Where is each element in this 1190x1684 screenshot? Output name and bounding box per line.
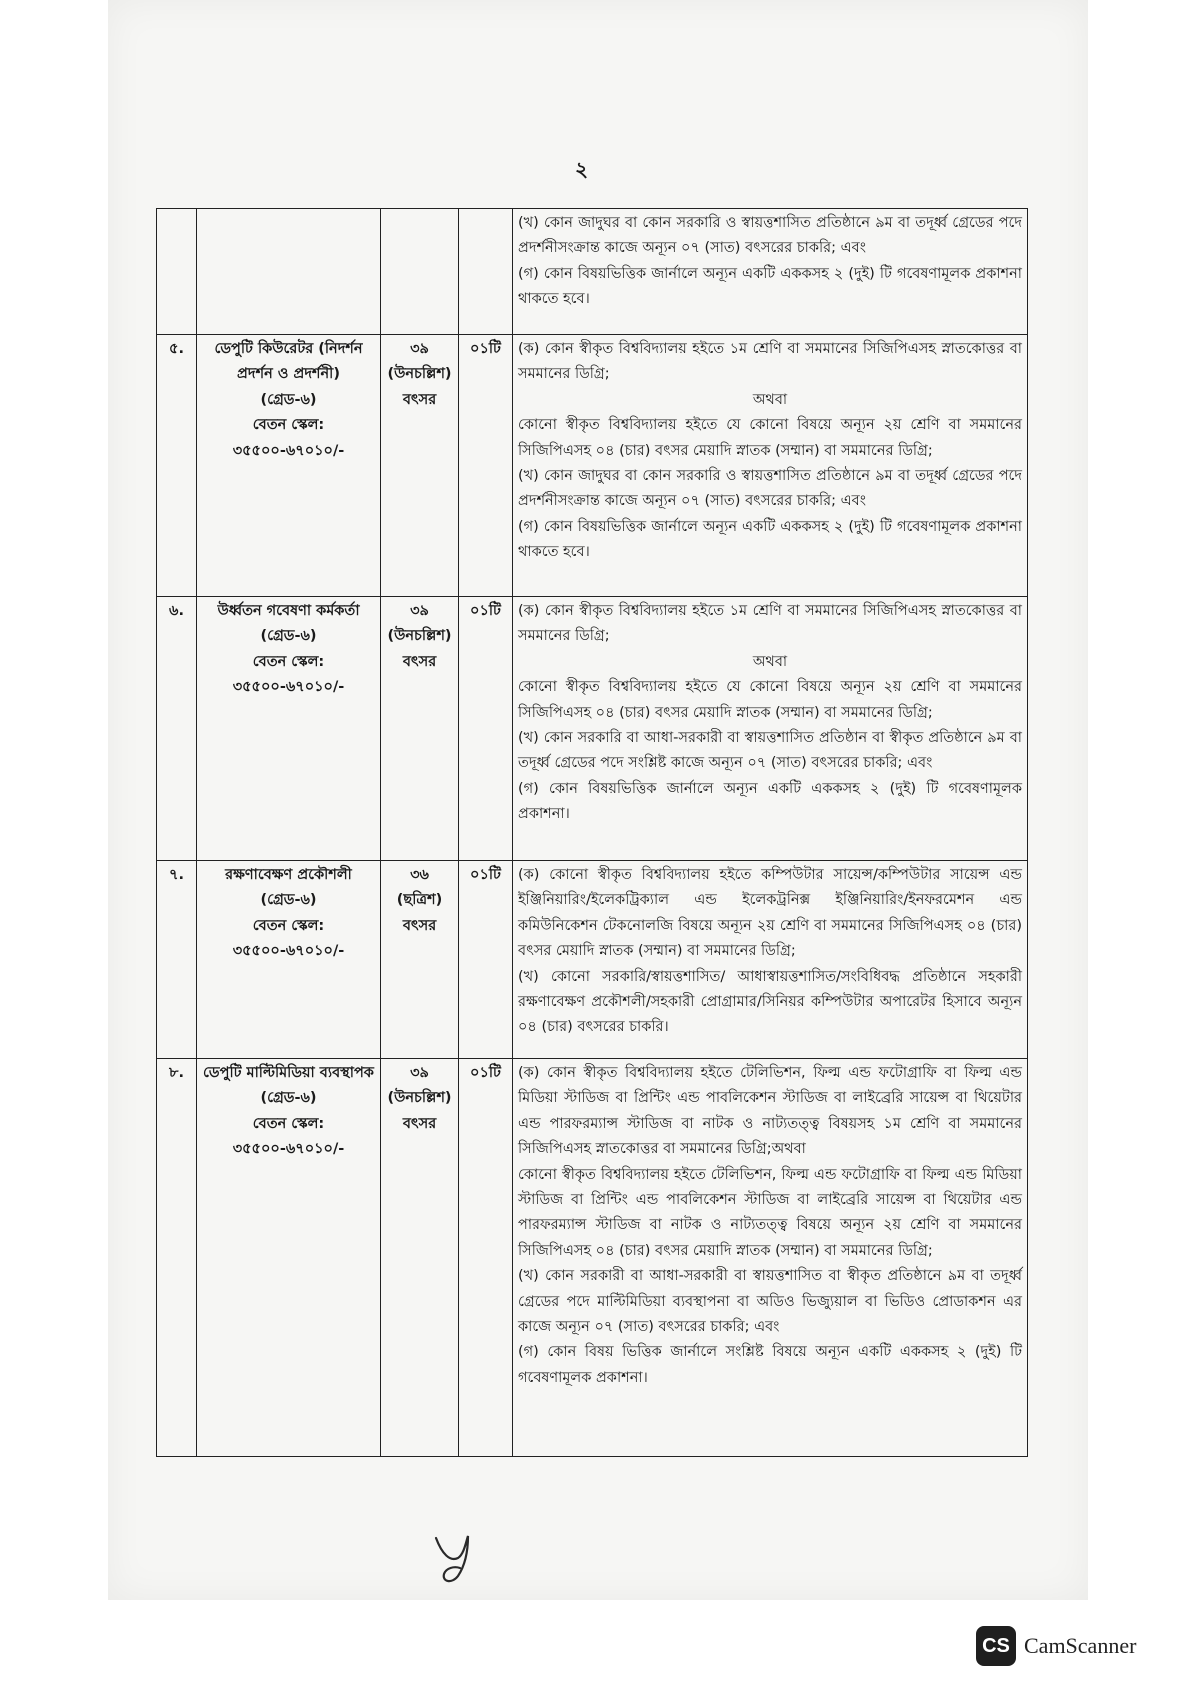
cell-qualification: [513, 1059, 1028, 1457]
cell-post: [197, 861, 381, 1059]
post-title: ডেপুটি মাল্টিমিডিয়া ব্যবস্থাপক: [203, 1065, 374, 1081]
requirements-table: [156, 208, 1028, 1457]
qualification-line: (গ) কোন বিষয় ভিত্তিক জার্নালে সংশ্লিষ্ট বিষয়ে অন্যূন একটি এককসহ ২ (দুই) টি গবেষণামূলক প্রকাশনা।: [518, 1344, 1022, 1386]
qualification-line: (খ) কোন সরকারী বা আধা-সরকারী বা স্বায়ত্তশাসিত বা স্বীকৃত প্রতিষ্ঠানে ৯ম বা তদূর্ধ্ব গ্রেডের পদে মাল্টিমিডিয়া ব্যবস্থাপনা বা অডিও ভিজ্যুয়াল বা ভিডিও প্রোডাকশন এর কাজে অন্যূন ০৭ (সাত) বৎসরের চাকরি; এবং: [518, 1268, 1022, 1336]
qualification-line: (ক) কোনো স্বীকৃত বিশ্ববিদ্যালয় হইতে কম্পিউটার সায়েন্স/কম্পিউটার সায়েন্স এন্ড ইঞ্জিনিয়ারিং/ইলেকট্রিক্যাল এন্ড ইলেকট্রনিক্স ইঞ্জিনিয়ারিং/ইনফরমেশন এন্ড কমিউনিকেশন টেকনোলজি বিষয়ে অন্যূন ২য় শ্রেণি বা সমমানের সিজিপিএসহ ০৪ (চার) বৎসর মেয়াদি স্নাতক (সম্মান) বা সমমানের ডিগ্রি;: [518, 867, 1022, 960]
qualification-line: (খ) কোন জাদুঘর বা কোন সরকারি ও স্বায়ত্তশাসিত প্রতিষ্ঠানে ৯ম বা তদূর্ধ্ব গ্রেডের পদে প্রদর্শনীসংক্রান্ত কাজে অন্যূন ০৭ (সাত) বৎসরের চাকরি; এবং: [518, 215, 1022, 257]
cell-qualification: [513, 861, 1028, 1059]
qualification-line: কোনো স্বীকৃত বিশ্ববিদ্যালয় হইতে যে কোনো বিষয়ে অন্যূন ২য় শ্রেণি বা সমমানের সিজিপিএসহ ০৪ (চার) বৎসর মেয়াদি স্নাতক (সম্মান) বা সমমানের ডিগ্রি;: [518, 417, 1022, 459]
qualification-line: (গ) কোন বিষয়ভিত্তিক জার্নালে অন্যূন একটি এককসহ ২ (দুই) টি গবেষণামূলক প্রকাশনা।: [518, 780, 1022, 823]
cell-post: [197, 209, 381, 335]
qualification-line: (গ) কোন বিষয়ভিত্তিক জার্নালে অন্যূন একটি এককসহ ২ (দুই) টি গবেষণামূলক প্রকাশনা থাকতে হবে।: [518, 265, 1022, 308]
post-grade: (গ্রেড-৬): [260, 628, 317, 645]
signature: [428, 1528, 488, 1592]
qualification-line: (খ) কোন জাদুঘর বা কোন সরকারি ও স্বায়ত্তশাসিত প্রতিষ্ঠানে ৯ম বা তদূর্ধ্ব গ্রেডের পদে প্রদর্শনীসংক্রান্ত কাজে অন্যূন ০৭ (সাত) বৎসরের চাকরি; এবং: [518, 468, 1022, 510]
qualification-line: (ক) কোন স্বীকৃত বিশ্ববিদ্যালয় হইতে ১ম শ্রেণি বা সমমানের সিজিপিএসহ স্নাতকোত্তর বা সমমানের ডিগ্রি;: [518, 341, 1022, 383]
table-row: [157, 597, 1028, 861]
qualification-or: অথবা: [752, 391, 788, 408]
qualification-line: কোনো স্বীকৃত বিশ্ববিদ্যালয় হইতে যে কোনো বিষয়ে অন্যূন ২য় শ্রেণি বা সমমানের সিজিপিএসহ ০৪ (চার) বৎসর মেয়াদি স্নাতক (সম্মান) বা সমমানের ডিগ্রি;: [518, 679, 1022, 721]
pay-scale: বেতন স্কেল: ৩৫৫০০-৬৭০১০/-: [232, 417, 345, 459]
qualification-line: (খ) কোন সরকারি বা আধা-সরকারী বা স্বায়ত্তশাসিত প্রতিষ্ঠান বা স্বীকৃত প্রতিষ্ঠানে ৯ম বা তদূর্ধ্ব গ্রেডের পদে সংশ্লিষ্ট কাজে অন্যূন ০৭ (সাত) বৎসরের চাকরি; এবং: [518, 730, 1022, 772]
cell-qualification: [513, 209, 1028, 335]
cell-no: [157, 209, 197, 335]
qualification-or: অথবা: [752, 653, 788, 670]
camscanner-text: CamScanner: [1024, 1633, 1137, 1658]
post-title: ডেপুটি কিউরেটর (নিদর্শন প্রদর্শন ও প্রদর্শনী): [214, 341, 363, 383]
table-row: [157, 335, 1028, 597]
table-row: [157, 861, 1028, 1059]
cell-post: [197, 335, 381, 597]
cell-count: ০১টি: [459, 597, 513, 861]
cell-no: ৮.: [157, 1059, 197, 1457]
cell-age: ৩৬ (ছত্রিশ) বৎসর: [381, 861, 459, 1059]
post-grade: (গ্রেড-৬): [260, 1090, 317, 1107]
cell-age: ৩৯ (উনচল্লিশ) বৎসর: [381, 597, 459, 861]
cell-qualification: [513, 597, 1028, 861]
post-title: রক্ষণাবেক্ষণ প্রকৌশলী: [225, 867, 352, 883]
qualification-line: (ক) কোন স্বীকৃত বিশ্ববিদ্যালয় হইতে টেলিভিশন, ফিল্ম এন্ড ফটোগ্রাফি বা ফিল্ম এন্ড মিডিয়া স্টাডিজ বা প্রিন্টিং এন্ড পাবলিকেশন স্টাডিজ বা লাইব্রেরি সায়েন্স বা থিয়েটার এন্ড পারফরম্যান্স স্টাডিজ বা নাটক ও নাট্যতত্ত্ব বিষয়সহ ১ম শ্রেণি বা সমমানের সিজিপিএসহ স্নাতকোত্তর বা সমমানের ডিগ্রি;অথবা: [518, 1065, 1022, 1158]
cell-no: ৫.: [157, 335, 197, 597]
table-row-continuation: [157, 209, 1028, 335]
post-title: উর্ধ্বতন গবেষণা কর্মকর্তা: [217, 603, 360, 619]
pay-scale: বেতন স্কেল: ৩৫৫০০-৬৭০১০/-: [232, 653, 345, 696]
signature-mark: [428, 1528, 488, 1588]
post-grade: (গ্রেড-৬): [260, 892, 317, 909]
camscanner-watermark: [976, 1626, 1136, 1666]
cell-no: ৭.: [157, 861, 197, 1059]
table-row: [157, 1059, 1028, 1457]
cell-no: ৬.: [157, 597, 197, 861]
cell-count: ০১টি: [459, 335, 513, 597]
cell-count: ০১টি: [459, 861, 513, 1059]
cell-post: [197, 597, 381, 861]
qualification-line: (ক) কোন স্বীকৃত বিশ্ববিদ্যালয় হইতে ১ম শ্রেণি বা সমমানের সিজিপিএসহ স্নাতকোত্তর বা সমমানের ডিগ্রি;: [518, 603, 1022, 645]
pay-scale: বেতন স্কেল: ৩৫৫০০-৬৭০১০/-: [232, 917, 345, 960]
cell-post: [197, 1059, 381, 1457]
cell-age: [381, 209, 459, 335]
cell-qualification: [513, 335, 1028, 597]
camscanner-logo-icon: CS: [976, 1626, 1016, 1666]
page-number: ২: [575, 157, 589, 181]
qualification-line: (খ) কোনো সরকারি/স্বায়ত্তশাসিত/ আধাস্বায়ত্তশাসিত/সংবিধিবদ্ধ প্রতিষ্ঠানে সহকারী রক্ষণাবেক্ষণ প্রকৌশলী/সহকারী প্রোগ্রামার/সিনিয়র কম্পিউটার অপারেটর হিসাবে অন্যূন ০৪ (চার) বৎসরের চাকরি।: [518, 968, 1022, 1036]
qualification-line: কোনো স্বীকৃত বিশ্ববিদ্যালয় হইতে টেলিভিশন, ফিল্ম এন্ড ফটোগ্রাফি বা ফিল্ম এন্ড মিডিয়া স্টাডিজ বা প্রিন্টিং এন্ড পাবলিকেশন স্টাডিজ বা লাইব্রেরি সায়েন্স বা থিয়েটার এন্ড পারফরম্যান্স স্টাডিজ বা নাটক ও নাট্যতত্ত্ব বিষয়ে অন্যূন ২য় শ্রেণি বা সমমানের সিজিপিএসহ ০৪ (চার) বৎসর মেয়াদি স্নাতক (সম্মান) বা সমমানের ডিগ্রি;: [518, 1166, 1022, 1259]
cell-count: ০১টি: [459, 1059, 513, 1457]
cell-age: ৩৯ (উনচল্লিশ) বৎসর: [381, 335, 459, 597]
post-grade: (গ্রেড-৬): [260, 391, 317, 408]
qualification-line: (গ) কোন বিষয়ভিত্তিক জার্নালে অন্যূন একটি এককসহ ২ (দুই) টি গবেষণামূলক প্রকাশনা থাকতে হবে।: [518, 518, 1022, 561]
cell-age: ৩৯ (উনচল্লিশ) বৎসর: [381, 1059, 459, 1457]
pay-scale: বেতন স্কেল: ৩৫৫০০-৬৭০১০/-: [232, 1115, 345, 1158]
cell-count: [459, 209, 513, 335]
